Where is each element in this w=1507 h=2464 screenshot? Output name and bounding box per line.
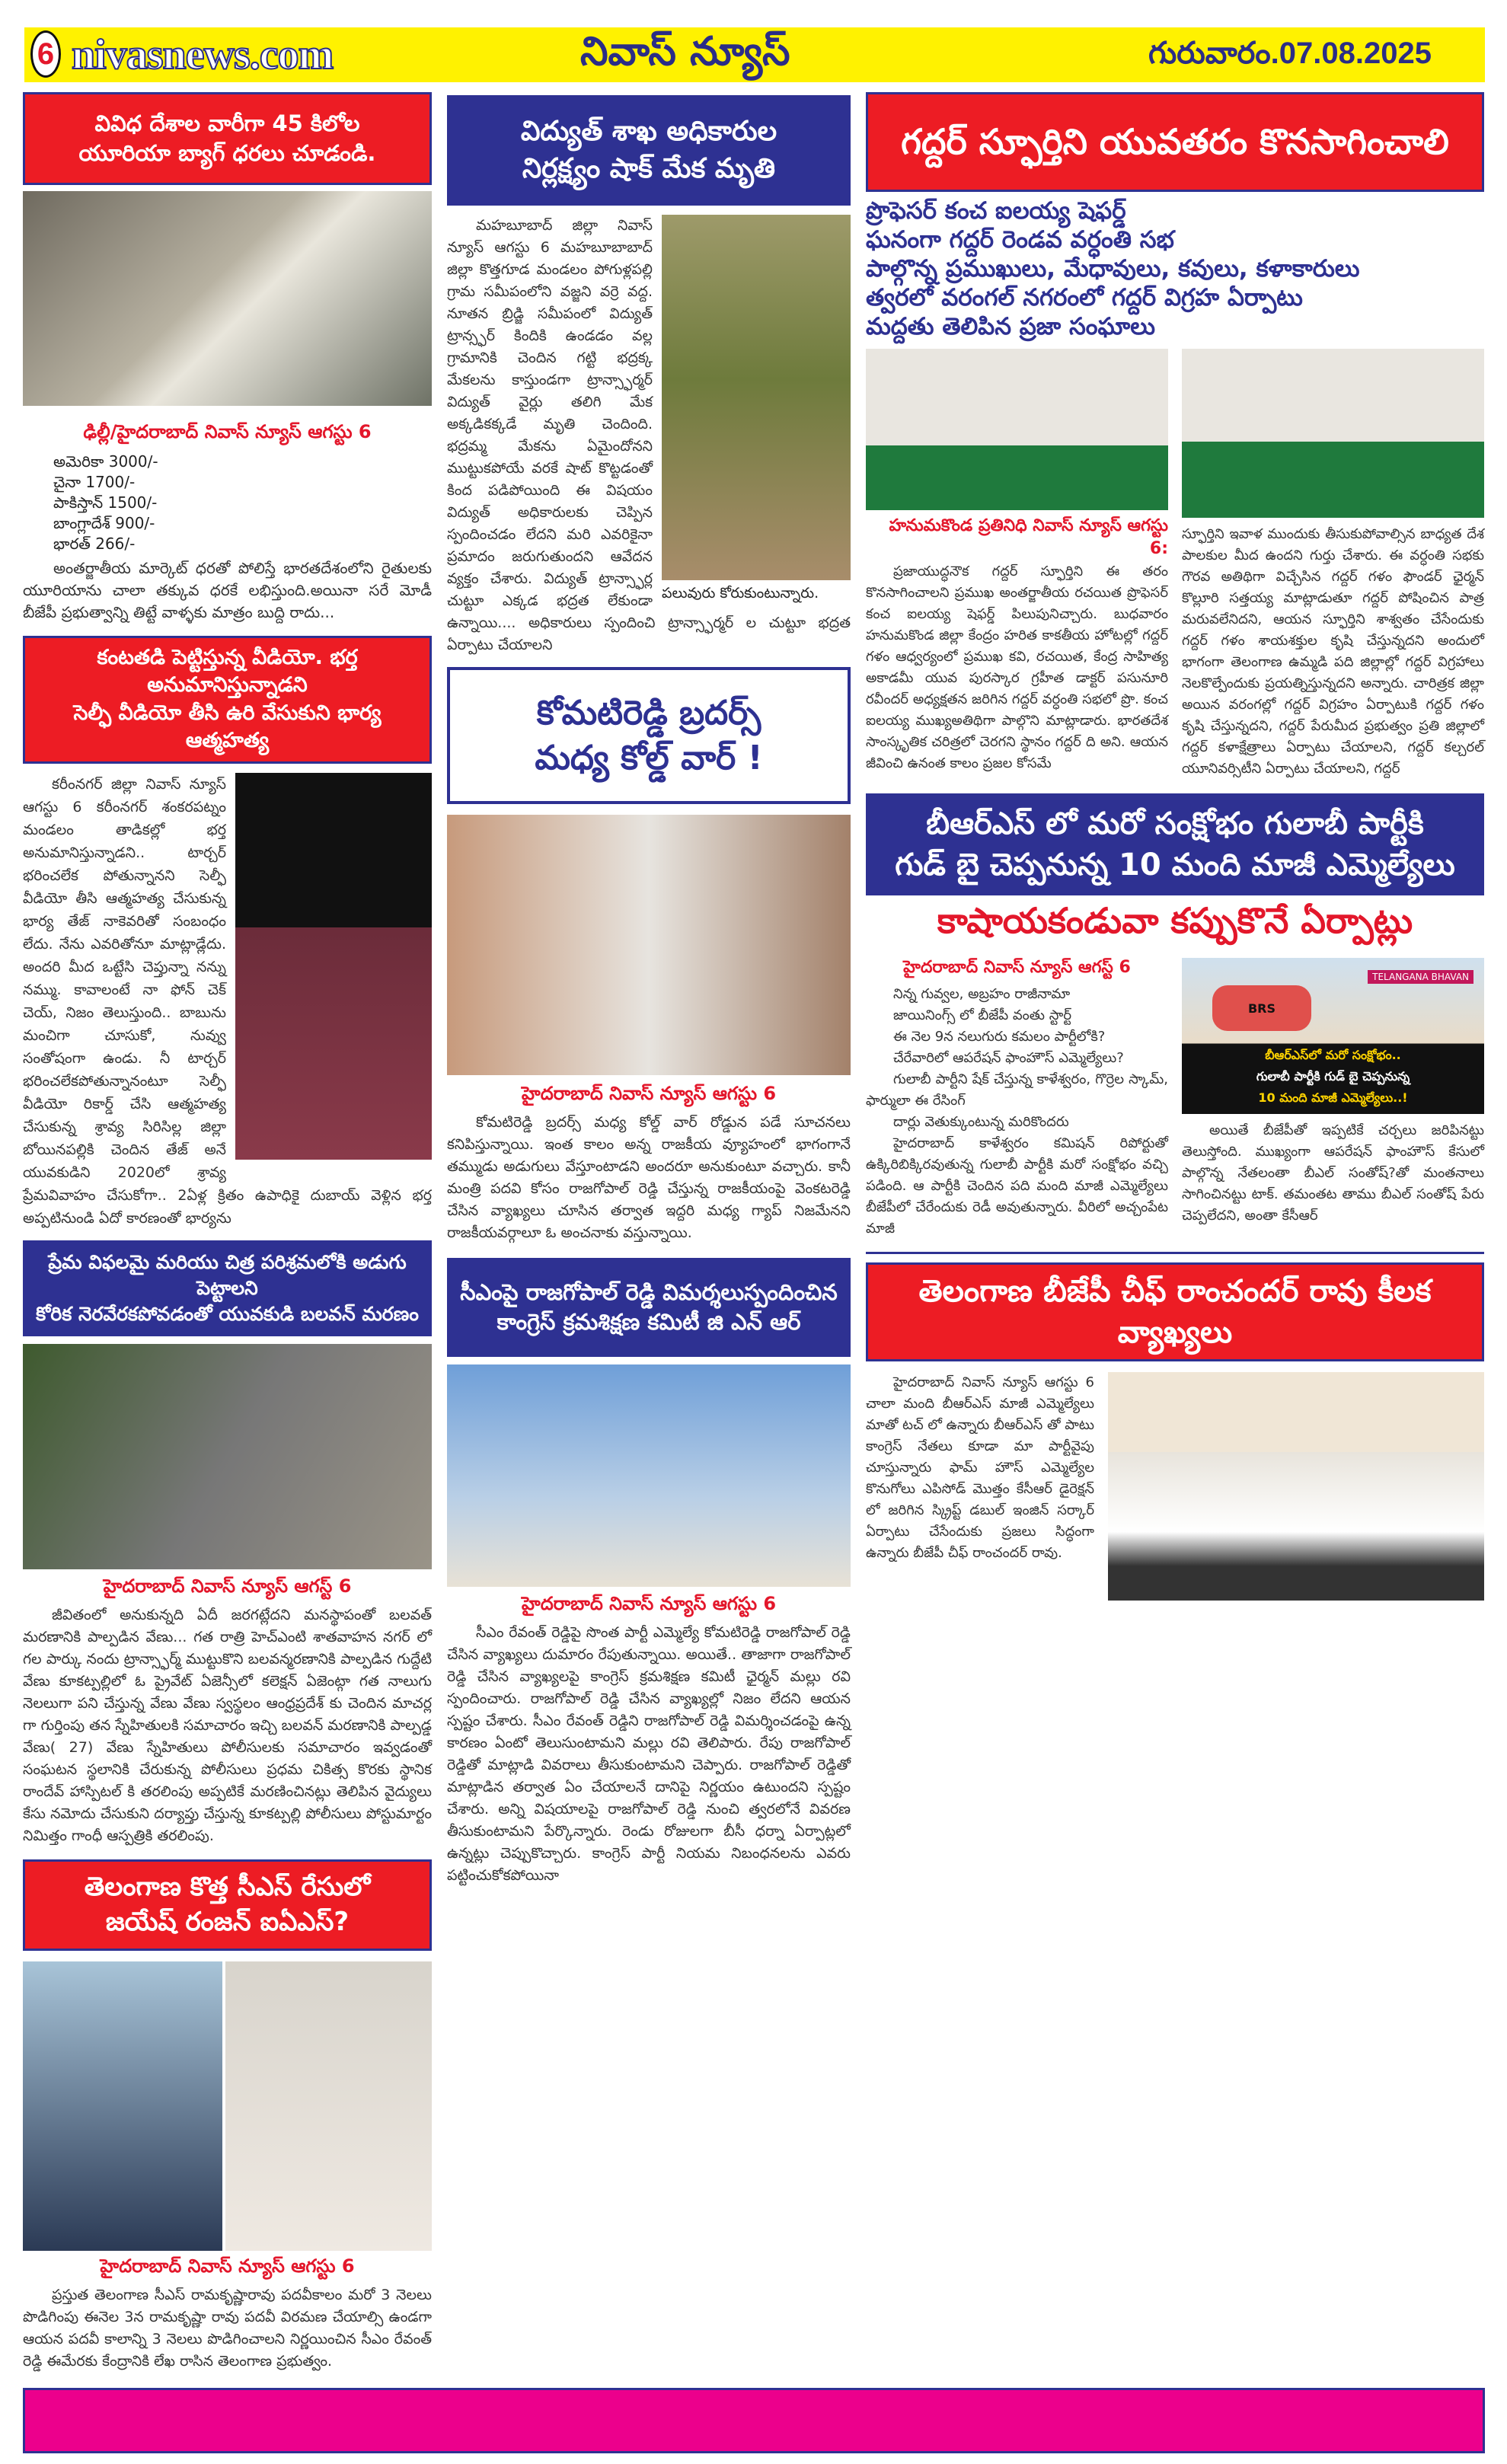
youth-body: జీవితంలో అనుకున్నది ఏదీ జరగట్లేదని మనస్థాపంతో బలవత్ మరణానికి పాల్పడిన వేణు... గత రాత్రి హెచ్ఎంటి శాతవాహన నగర్ లో గల పార్కు నందు ట్రాన్స్ఫార్మ్ ముట్టుకొని బలవన్మరణానికి పాల్పడిన గుద్దేటి వేణు కూకట్పల్లిలో ఓ ప్రైవేట్ ఏజెన్సీలో కలెక్షన్ ఏజెంట్గా గత నాలుగు నెలలుగా పని చేస్తున్న వేణు వేణు స్వస్థలం ఆంధ్రప్రదేశ్ కు చెందిన మాచర్ల గా గుర్తింపు తన స్నేహితులకి సమాచారం ఇచ్చి బలవన్ మరణానికి పాల్పడ్డ వేణు( 27) వేణు స్నేహితులు పోలీసులకు సమాచారం ఇవ్వడంతో సంఘటన స్థలానికి చేరుకున్న పోలీసులు ప్రధమ చికిత్స కొరకు స్థానిక రాందేవ్ హాస్పిటల్ కి తరలింపు అప్పటికే మరణించినట్లు తెలిపిన వైద్యులు కేసు నమోదు చేసుకుని దర్యాప్తు చేస్తున్న కూకట్పల్లి పోలీసులు పోస్టుమార్టం నిమిత్తం గాంధీ ఆస్పత్రికి తరలింపు. — [23, 1606, 432, 1844]
price-item: చైనా 1700/- — [53, 473, 136, 491]
headline-line: కోమటిరెడ్డి బ్రదర్స్ — [536, 693, 761, 732]
electric-caption: పలువురు కోరుకుంటున్నారు. — [662, 585, 819, 602]
headline-line: కంటతడి పెట్టిస్తున్న వీడియో. భర్త అనుమానిస్తున్నాడని — [97, 646, 358, 697]
brs-point: చేరేవారిలో ఆపరేషన్ ఫాంహౌస్ ఎమ్మెల్యేలు? — [893, 1050, 1124, 1066]
cm-body: సీఎం రేవంత్ రెడ్డిపై సొంత పార్టీ ఎమ్మెల్యే కోమటిరెడ్డి రాజగోపాల్ రెడ్డి చేసిన వ్యాఖ్యలు దుమారం రేపుతున్నాయి. అయితే.. తాజాగా రాజగోపాల్ రెడ్డి చేసిన వ్యాఖ్యలపై కాంగ్రెస్ క్రమశిక్షణ కమిటీ ఛైర్మన్ మల్లు రవి స్పందించారు. రాజగోపాల్ రెడ్డి చేసిన వ్యాఖ్యల్లో నిజం లేదని ఆయన స్పష్టం చేశారు. సీఎం రేవంత్ రెడ్డిని రాజగోపాల్ రెడ్డి విమర్శించడంపై ఉన్న కారణం ఏంటో తెలుసుంటామని మల్లు రవి తెలిపారు. రేపు రాజగోపాల్ రెడ్డితో మాట్లాడి వివరాలు తీసుకుంటామని చెప్పారు. రాజగోపాల్ రెడ్డితో మాట్లాడిన తర్వాత ఏం చేయాలనే దానిపై నిర్ణయం ఉటుందని స్పష్టం చేశారు. అన్ని విషయాలపై రాజగోపాల్ రెడ్డి నుంచి త్వరలోనే వివరణ తీసుకుంటామని పేర్కొన్నారు. రెండు రోజులగా బీసీ ధర్నా ఏర్పాట్లలో ఉన్నట్లు చెప్పుకొచ్చారు. కాంగ్రెస్ పార్టీ నియమ నిబంధనలను ఎవరు పట్టించుకోకపోయినా — [447, 1624, 851, 1884]
paper-name-logo: నివాస్ న్యూస్ — [580, 29, 790, 75]
gaddar-body-left: ప్రజాయుద్ధనౌక గద్దర్ స్ఫూర్తిని ఈ తరం కొనసాగించాలని ప్రముఖ అంతర్జాతీయ రచయిత ప్రొఫెసర్ కంచ ఐలయ్య షెఫర్డ్ పిలుపునిచ్చారు. బుధవారం హనుమకొండ జిల్లా కేంద్రం హరిత కాకతీయ హోటల్లో గద్దర్ గళం ఆధ్వర్యంలో ప్రముఖ కవి, రచయిత, కేంద్ర సాహిత్య అకాడమీ యువ పురస్కార గ్రహీత డాక్టర్ పసునూరి రవీందర్ అధ్యక్షతన జరిగిన గద్దర్ వర్ధంతి సభలో ప్రొ. కంచ ఐలయ్య ముఖ్యఅతిథిగా పాల్గొని మాట్లాడారు. భారతదేశ సాంస్కృతిక చరిత్రలో చెరగని స్థానం గద్దర్ ది అని. ఆయన జీవించి ఉనంత కాలం ప్రజల కోసమే — [866, 563, 1168, 771]
gaddar-meeting-photo-2 — [1182, 349, 1484, 518]
youth-headline — [23, 1240, 432, 1336]
gaddar-body-right: స్ఫూర్తిని ఇవాళ ముందుకు తీసుకుపోవాల్సిన బాధ్యత దేశ పాలకుల మీద ఉందని గుర్తు చేశారు. ఈ వర్ధంతి సభకు గౌరవ అతిథిగా విచ్చేసిన గద్దర్ గళం ఫౌండర్ ఛైర్మన్ కొల్లూరి సత్తయ్య మాట్లాడుతూ గద్దర్ పోషించిన పాత్ర మరువలేనిదని, ఆయన స్ఫూర్తిని శాశ్వతం చేసేందుకు గద్దర్ గళం శాయశక్తుల కృషి చేస్తున్నదని అందులో భాగంగా తెలంగాణ ఉమ్మడి పది జిల్లాల్లో గద్దర్ విగ్రహాలు నెలకొల్పేందుకు ప్రయత్నిస్తున్నదని అన్నారు. చారిత్రక జిల్లా అయిన వరంగల్లో గద్దర్ విగ్రహం ఏర్పాటుకి గద్దర్ గళం కృషి చేస్తున్నదని, గద్దర్ పేరుమీద ప్రభుత్వం ప్రతి జిల్లాలో గద్దర్ కళాక్షేత్రాలు ఏర్పాటు చేయాలని, గద్దర్ కల్చరల్ యూనివర్సిటీని ఏర్పాటు చేయాలని, గద్దర్ — [1182, 526, 1484, 777]
brs-points — [866, 984, 1168, 1240]
image-caption-line: గులాబీ పార్టీకి గుడ్ బై చెప్పనున్న — [1256, 1069, 1410, 1084]
headline-line: వివిధ దేశాల వారీగా 45 కిలోల — [94, 110, 360, 136]
headline-line: మధ్య కోల్డ్ వార్ ! — [535, 739, 763, 777]
youth-dateline: హైదరాబాద్ నివాస్ న్యూస్ ఆగస్ట్ 6 — [103, 1575, 352, 1597]
brs-body-right: అయితే బీజేపీతో ఇప్పటికే చర్చలు జరిపినట్టు తెలుస్తోంది. ముఖ్యంగా ఆపరేషన్ ఫాంహౌస్ కేసులో పాల్గొన్న నేతలంతా బీఎల్ సంతోష్?తో మంతనాలు సాగించినట్టు టాక్. తమంతట తాము బీఎల్ సంతోష్ పేరు చెప్పలేదని, అంతా కేసీఆర్ — [1182, 1122, 1484, 1224]
price-item: అమెరికా 3000/- — [53, 452, 158, 471]
headline-line: తెలంగాణ బీజేపీ చీఫ్ రాంచందర్ రావు కీలక వ్యాఖ్యలు — [918, 1274, 1432, 1350]
electric-story — [447, 215, 851, 656]
price-item: భారత్ 266/- — [53, 535, 136, 553]
headline-line: బీఆర్ఎస్ లో మరో సంక్షోభం గులాబీ పార్టీకి — [926, 806, 1424, 841]
headline-line: కోరిక నెరవేరకపోవడంతో యువకుడి బలవన్ మరణం — [36, 1302, 419, 1325]
jayesh-ranjan-photo — [23, 1961, 222, 2251]
bjp-story — [866, 1372, 1484, 1601]
subhead: మద్దతు తెలిపిన ప్రజా సంఘాలు — [866, 313, 1155, 340]
column-3 — [866, 92, 1484, 1601]
gaddar-meeting-photo-1 — [866, 349, 1168, 510]
selfie-story — [23, 773, 432, 1230]
brs-car: BRS — [1212, 985, 1311, 1031]
selfie-body: కరీంనగర్ జిల్లా నివాస్ న్యూస్ ఆగస్టు 6 కరీంనగర్ శంకరపట్నం మండలం తాడికల్లో భర్త అనుమానిస్తున్నాడని.. టార్చర్ భరించలేక పోతున్నానని సెల్ఫీ వీడియో తీసి ఆత్మహత్య చేసుకున్న భార్య తేజ్ నాకెవరితో సంబంధం లేదు. నేను ఎవరితోనూ మాట్లాడ్లేదు. అందరి మీద ఒట్టేసి చెప్తున్నా నన్ను నమ్ము. కావాలంటే నా ఫోన్ చెక్ చెయ్, నిజం తెలుస్తుంది.. బాబును మంచిగా చూసుకో, నువ్వు సంతోషంగా ఉండు. నీ టార్చర్ భరించలేకపోతున్నానంటూ సెల్ఫీ వీడియో రికార్డ్ చేసి ఆత్మహత్య చేసుకున్న శ్రావ్య సిరిసిల్ల జిల్లా బోయినపల్లికి చెందిన తేజ్ అనే యువకుడిని 2020లో శ్రావ్య ప్రేమవివాహం చేసుకోగా.. 2ఏళ్ల క్రితం ఉపాధికై దుబాయ్ వెళ్లిన భర్త అప్పటినుండి ఏదో కారణంతో భార్యను — [23, 775, 432, 1227]
ramakrishna-rao-photo — [225, 1961, 432, 2251]
brs-headline — [866, 793, 1484, 895]
brs-subheadline: కాషాయకండువా కప్పుకొనే ఏర్పాట్లు — [937, 900, 1413, 941]
cs-dateline: హైదరాబాద్ నివాస్ న్యూస్ ఆగస్టు 6 — [100, 2255, 355, 2277]
electric-body: మహబూబాద్ జిల్లా నివాస్ న్యూస్ ఆగస్టు 6 మహబూబాబాద్ జిల్లా కొత్తగూడ మండలం పోగుళ్లపల్లి గ్రామ సమీపంలోని వజ్జని వర్రె వద్ద. నూతన బ్రిడ్జి సమీపంలో విద్యుత్ ట్రాన్స్ఫర్ కిందికి ఉండడం వల్ల గ్రామానికి చెందిన గట్టి భద్రక్క మేకలను కాస్తుండగా ట్రాన్స్ఫార్మర్ విద్యుత్ వైర్లు తలిగి మేక అక్కడికక్కడే మృతి చెందింది. భద్రమ్మ మేకను ఏమైందోనని ముట్టుకపోయే వరకే షాట్ కొట్టడంతో కింద పడిపోయింది ఈ విషయం విద్యుత్ అధికారులకు చెప్పిన స్పందించడం లేదని మరి ఎవరికైనా ప్రమాదం జరుగుతుందని ఆవేదన వ్యక్తం చేశారు. విద్యుత్ ట్రాన్స్ఫార్ల చుట్టూ ఎక్కడ భద్రత లేకుండా ఉన్నాయి.... అధికారులు స్పందించి ట్రాన్స్ఫార్మర్ ల చుట్టూ భద్రత ఏర్పాటు చేయాలని — [447, 217, 851, 653]
gaddar-subheads — [866, 196, 1484, 341]
column-1 — [23, 92, 432, 2373]
bjp-body: హైదరాబాద్ నివాస్ న్యూస్ ఆగస్టు 6 చాలా మంది బీఆర్ఎస్ మాజీ ఎమ్మెల్యేలు మాతో టచ్ లో ఉన్నారు బీఆర్ఎస్ తో పాటు కాంగ్రెస్ నేతలు కూడా మా పార్టీవైపు చూస్తున్నారు ఫామ్ హౌస్ ఎమ్మెల్యేల కొనుగోలు ఎపిసోడ్ మొత్తం కేసీఆర్ డైరెక్షన్ లో జరిగిన స్క్రిప్ట్ డబుల్ ఇంజిన్ సర్కార్ ఏర్పాటు చేసేందుకు ప్రజలు సిద్ధంగా ఉన్నారు బీజేపీ చీఫ్ రాంచందర్ రావు. — [866, 1374, 1094, 1561]
cm-headline — [447, 1258, 851, 1357]
image-caption-line: బీఆర్ఎస్‌లో మరో సంక్షోభం.. — [1265, 1048, 1401, 1062]
headline-line: విద్యుత్ శాఖ అధికారుల — [520, 115, 777, 147]
brs-point: జాయినింగ్స్ లో బీజేపీ వంతు స్టార్ట్ — [893, 1007, 1071, 1023]
selfie-headline — [23, 636, 432, 764]
headline-line: నిర్లక్ష్యం షాక్ మేక మృతి — [522, 152, 776, 184]
page-columns — [23, 92, 1507, 2373]
komati-dateline: హైదరాబాద్ నివాస్ న్యూస్ ఆగస్టు 6 — [521, 1083, 777, 1104]
brs-story — [866, 958, 1484, 1240]
urea-dateline: ఢిల్లీ/హైదరాబాద్ నివాస్ న్యూస్ ఆగస్టు 6 — [83, 421, 372, 442]
subhead: ప్రొఫెసర్ కంచ ఐలయ్య షెఫర్డ్ — [866, 197, 1126, 225]
subhead: పాల్గొన్న ప్రముఖులు, మేధావులు, కవులు, కళాకారులు — [866, 255, 1360, 282]
brs-cartoon-image — [1182, 958, 1484, 1114]
page-number: 6 — [30, 30, 61, 78]
urea-body: అంతర్జాతీయ మార్కెట్ ధరతో పోలిస్తే భారతదేశంలోని రైతులకు యూరియాను చాలా తక్కువ ధరకే లభిస్తుంది.అయినా సరే మోడీ బీజేపీ ప్రభుత్వాన్ని తిట్టే వాళ్ళకు మాత్రం బుద్ది రాదు... — [23, 559, 432, 621]
headline-line: యూరియా బ్యాగ్ ధరలు చూడండి. — [78, 140, 376, 166]
cs-headline — [23, 1859, 432, 1951]
gaddar-story — [866, 349, 1484, 780]
site-name[interactable]: nivasnews.com — [72, 31, 334, 78]
subhead: ఘనంగా గద్దర్ రెండవ వర్ధంతి సభ — [866, 226, 1174, 254]
cs-photos — [23, 1961, 432, 2251]
telangana-bhavan-sign: TELANGANA BHAVAN — [1368, 970, 1473, 984]
brs-point: గులాబీ పార్టీని షేక్ చేస్తున్న కాళేశ్వరం, గొర్రెల స్కామ్, ఫార్ములా ఈ రేసింగ్ — [866, 1071, 1168, 1109]
youth-incident-photo — [23, 1344, 432, 1569]
cs-body: ప్రస్తుత తెలంగాణ సీఎస్ రామకృష్ణారావు పదవీకాలం మరో 3 నెలలు పొడిగింపు ఈనెల 3న రామకృష్ణా రావు పదవీ విరమణ చేయాల్సి ఉండగా ఆయన పదవీ కాలాన్ని 3 నెలలు పొడిగించాలని నిర్ణయించిన సీఎం రేవంత్ రెడ్డి ఈమేరకు కేంద్రానికి లేఖ రాసిన తెలంగాణ ప్రభుత్వం. — [23, 2286, 432, 2370]
electric-photo-block — [662, 215, 851, 605]
headline-line: ప్రేమ విఫలమై మరియు చిత్ర పరిశ్రమలోకి అడుగు పెట్టాలని — [48, 1251, 407, 1299]
headline-line: సెల్ఫీ వీడియో తీసి ఉరి వేసుకుని భార్య ఆత్మహత్య — [73, 701, 382, 753]
urea-price-list — [23, 452, 432, 554]
selfie-video-photo — [235, 773, 432, 1160]
headline-line: సీఎంపై రాజగోపాల్ రెడ్డి విమర్శలుస్పందించిన — [460, 1278, 838, 1305]
brs-dateline: హైదరాబాద్ నివాస్ న్యూస్ ఆగస్ట్ 6 — [903, 958, 1131, 977]
headline-line: గద్దర్ స్ఫూర్తిని యువతరం కొనసాగించాలి — [901, 121, 1449, 163]
bjp-press-meet-photo — [1108, 1372, 1484, 1601]
subhead: త్వరలో వరంగల్ నగరంలో గద్దర్ విగ్రహ ఏర్పాటు — [866, 284, 1303, 311]
headline-line: తెలంగాణ కొత్త సీఎస్ రేసులో — [84, 1871, 371, 1902]
headline-line: గుడ్ బై చెప్పనున్న 10 మంది మాజీ ఎమ్మెల్యేలు — [895, 847, 1455, 883]
komatireddy-brothers-photo — [447, 815, 851, 1075]
bottom-banner — [23, 2388, 1485, 2453]
bjp-headline — [866, 1262, 1484, 1361]
brs-body-left: హైదరాబాద్ కాళేశ్వరం కమిషన్ రిపోర్టుతో ఉక్కిరిబిక్కిరవుతున్న గులాబీ పార్టీకి మరో సంక్షోభం వచ్చి పడింది. ఆ పార్టీకి చెందిన పది మంది మాజీ ఎమ్మెల్యేలు బీజేపీలో చేరేందుకు రెడీ అవుతున్నారు. వీరిలో అచ్చంపేట మాజీ — [866, 1135, 1168, 1237]
cm-dateline: హైదరాబాద్ నివాస్ న్యూస్ ఆగస్టు 6 — [521, 1593, 777, 1614]
masthead — [24, 27, 1485, 82]
gaddar-headline — [866, 92, 1484, 192]
brs-point: నిన్న గువ్వల, అబ్రహం రాజీనామా — [893, 986, 1071, 1002]
issue-date: గురువారం.07.08.2025 — [1148, 37, 1432, 70]
column-2 — [447, 92, 851, 1887]
headline-line: జయేష్ రంజన్ ఐఏఎస్? — [105, 1906, 350, 1937]
brs-point: దార్లు వెతుక్కుంటున్న మరికొందరు — [893, 1114, 1069, 1130]
transformer-goat-photo — [662, 215, 851, 580]
divider — [866, 1252, 1484, 1254]
urea-headline — [23, 92, 432, 185]
price-item: పాకిస్తాన్ 1500/- — [53, 493, 158, 512]
price-item: బాంగ్లాదేశ్ 900/- — [53, 514, 155, 532]
image-caption-line: 10 మంది మాజీ ఎమ్మెల్యేలు..! — [1258, 1090, 1408, 1105]
rajagopal-reddy-photo — [447, 1364, 851, 1587]
gaddar-dateline: హనుమకొండ ప్రతినిధి నివాస్ న్యూస్ ఆగస్టు 6: — [889, 516, 1168, 558]
komati-headline — [447, 667, 851, 804]
brs-point: ఈ నెల 9న నలుగురు కమలం పార్టీలోకి? — [893, 1029, 1106, 1045]
urea-bag-photo — [23, 191, 432, 406]
electric-headline — [447, 95, 851, 206]
headline-line: కాంగ్రెస్ క్రమశిక్షణ కమిటీ జి ఎన్ ఆర్ — [496, 1309, 801, 1335]
komati-body: కోమటిరెడ్డి బ్రదర్స్ మధ్య కోల్డ్ వార్ రోడ్డున పడే సూచనలు కనిపిస్తున్నాయి. ఇంత కాలం అన్న రాజకీయ వ్యూహంలో భాగంగానే తమ్ముడు అడుగులు వేస్తూంటాడని అందరూ అనుకుంటూ వచ్చారు. కానీ మంత్రి పదవి కోసం రాజగోపాల్ రెడ్డి చేస్తున్న రాజకీయంపై వెంకటరెడ్డి చేసిన వ్యాఖ్యలు చూసిన తర్వాత ఇద్దరి మధ్య గ్యాప్ నిజమేనని రాజకీయవర్గాలూ ఓ అంచనాకు వస్తున్నాయి. — [447, 1114, 851, 1241]
